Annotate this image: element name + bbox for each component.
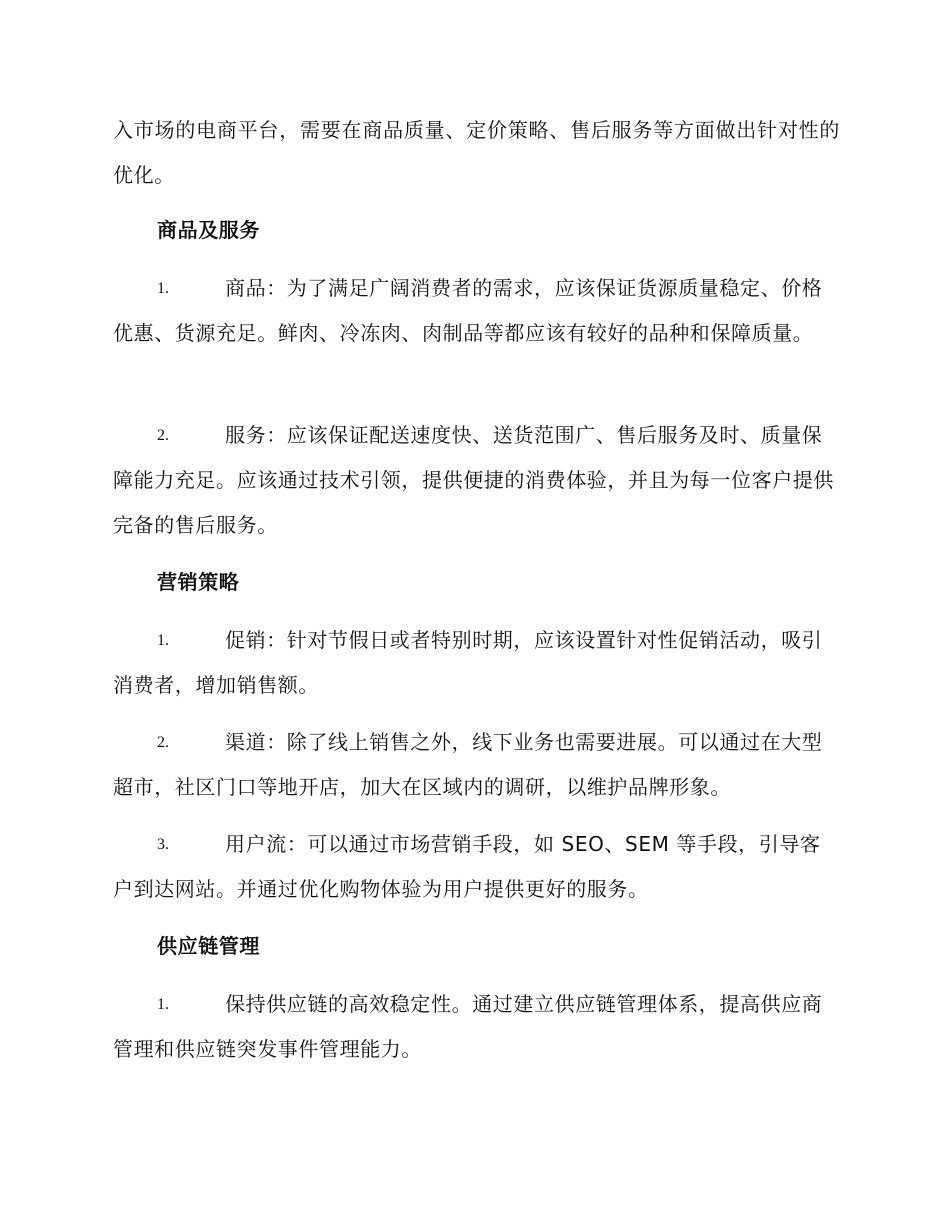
section-heading-products-services: 商品及服务 bbox=[157, 218, 260, 242]
list-item-text: 促销：针对节假日或者特别时期，应该设置针对性促销活动，吸引消费者，增加销售额。 bbox=[113, 628, 823, 697]
intro-paragraph: 入市场的电商平台，需要在商品质量、定价策略、售后服务等方面做出针对性的优化。 bbox=[113, 118, 840, 187]
list-item-text: 用户流：可以通过市场营销手段，如 SEO、SEM 等手段，引导客户到达网站。并通过优化购物体验为用户提供更好的服务。 bbox=[113, 832, 821, 901]
section-heading-marketing-strategy: 营销策略 bbox=[157, 570, 240, 594]
list-item-number: 1. bbox=[157, 280, 169, 297]
list-item-number: 1. bbox=[157, 632, 169, 649]
list-item-number: 3. bbox=[157, 836, 169, 853]
list-item-text: 服务：应该保证配送速度快、送货范围广、售后服务及时、质量保障能力充足。应该通过技术引领，提供便捷的消费体验，并且为每一位客户提供完备的售后服务。 bbox=[113, 423, 834, 537]
section-heading-supply-chain: 供应链管理 bbox=[157, 934, 260, 958]
list-item-number: 2. bbox=[157, 427, 169, 444]
list-item-text: 商品：为了满足广阔消费者的需求，应该保证货源质量稳定、价格优惠、货源充足。鲜肉、冷冻肉、肉制品等都应该有较好的品种和保障质量。 bbox=[113, 276, 823, 345]
list-item-number: 2. bbox=[157, 734, 169, 751]
list-item-text: 保持供应链的高效稳定性。通过建立供应链管理体系，提高供应商管理和供应链突发事件管理能力。 bbox=[113, 992, 823, 1061]
list-item-text: 渠道：除了线上销售之外，线下业务也需要进展。可以通过在大型超市，社区门口等地开店，加大在区域内的调研，以维护品牌形象。 bbox=[113, 730, 823, 799]
list-item-number: 1. bbox=[157, 996, 169, 1013]
